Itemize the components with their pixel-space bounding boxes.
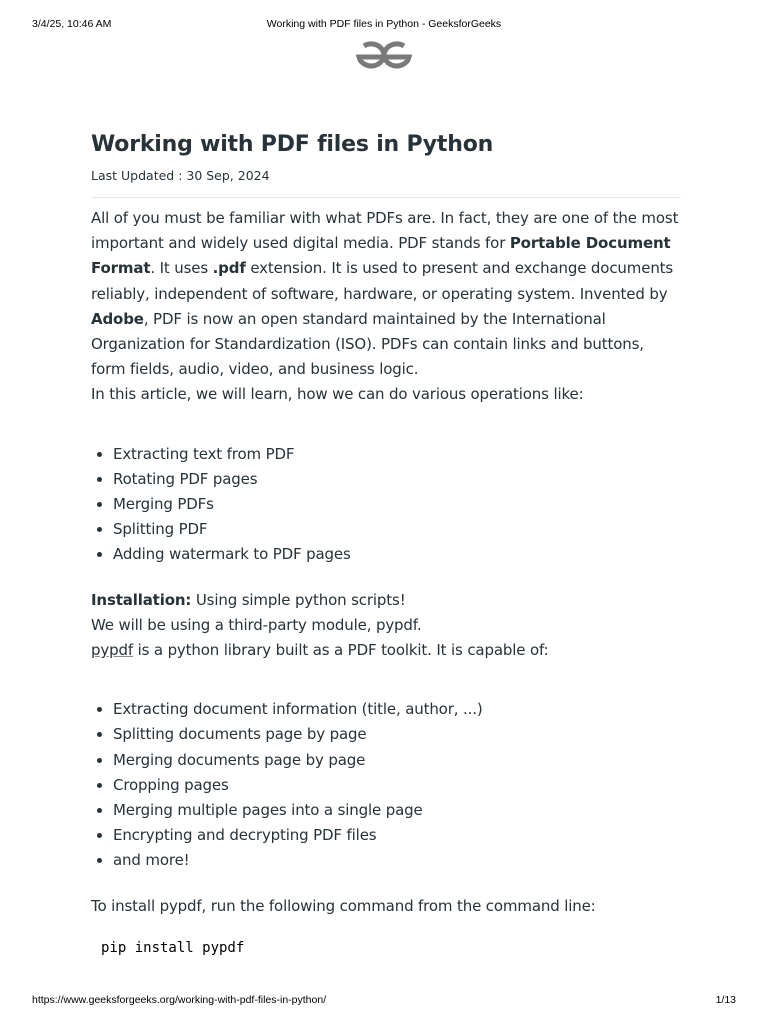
intro-text-2: . It uses	[150, 259, 213, 278]
print-page-title: Working with PDF files in Python - GeeksforGeeks	[266, 18, 502, 30]
list-item: • Encrypting and decrypting PDF files	[113, 823, 681, 848]
article	[91, 128, 681, 959]
intro-bold-portable: Portable Document Format	[91, 234, 671, 278]
print-date: 3/4/25, 10:46 AM	[32, 18, 112, 30]
list-item: • Splitting PDF	[113, 517, 681, 542]
gfg-logo-icon[interactable]	[354, 40, 414, 74]
intro-paragraph	[91, 206, 681, 408]
list-item: • Cropping pages	[113, 773, 681, 798]
intro-operations-lead: In this article, we will learn, how we can do various operations like:	[91, 385, 584, 404]
intro-text-4: , PDF is now an open standard maintained by the International Organization for Standardization (ISO). PDFs can contain links and buttons, form fields, audio, video, and business logic.	[91, 309, 644, 379]
list-item: • and more!	[113, 848, 681, 873]
list-item: • Extracting document information (title, author, ...)	[113, 697, 681, 722]
list-item: • Merging multiple pages into a single page	[113, 798, 681, 823]
installation-module-line: We will be using a third-party module, pypdf.	[91, 615, 422, 634]
list-item: • Extracting text from PDF	[113, 442, 681, 467]
list-item: • Merging documents page by page	[113, 748, 681, 773]
installation-label: Installation:	[91, 590, 192, 609]
intro-text-1: All of you must be familiar with what PDFs are. In fact, they are one of the most important and widely used digital media. PDF stands for	[91, 209, 679, 253]
pypdf-link[interactable]: pypdf	[91, 641, 133, 660]
install-command-code[interactable]: pip install pypdf	[101, 939, 245, 956]
last-updated: Last Updated : 30 Sep, 2024	[91, 168, 270, 183]
install-instruction: To install pypdf, run the following command from the command line:	[91, 896, 596, 915]
print-page-number: 1/13	[715, 994, 736, 1006]
installation-capable-text: is a python library built as a PDF toolkit. It is capable of:	[132, 641, 549, 660]
intro-bold-adobe: Adobe	[91, 309, 144, 328]
article-title: Working with PDF files in Python	[91, 132, 494, 157]
operations-list	[91, 442, 681, 568]
intro-bold-pdf: .pdf	[212, 259, 246, 278]
list-item: • Merging PDFs	[113, 492, 681, 517]
installation-text: Using simple python scripts!	[191, 590, 406, 609]
installation-paragraph	[91, 588, 681, 664]
list-item: • Adding watermark to PDF pages	[113, 542, 681, 567]
list-item: • Splitting documents page by page	[113, 722, 681, 747]
print-url: https://www.geeksforgeeks.org/working-with-pdf-files-in-python/	[32, 994, 327, 1006]
title-divider	[91, 197, 681, 198]
capabilities-list	[91, 697, 681, 873]
list-item: • Rotating PDF pages	[113, 467, 681, 492]
intro-text-3: extension. It is used to present and exchange documents reliably, independent of software, hardware, or operating system. Invented by	[91, 259, 674, 303]
